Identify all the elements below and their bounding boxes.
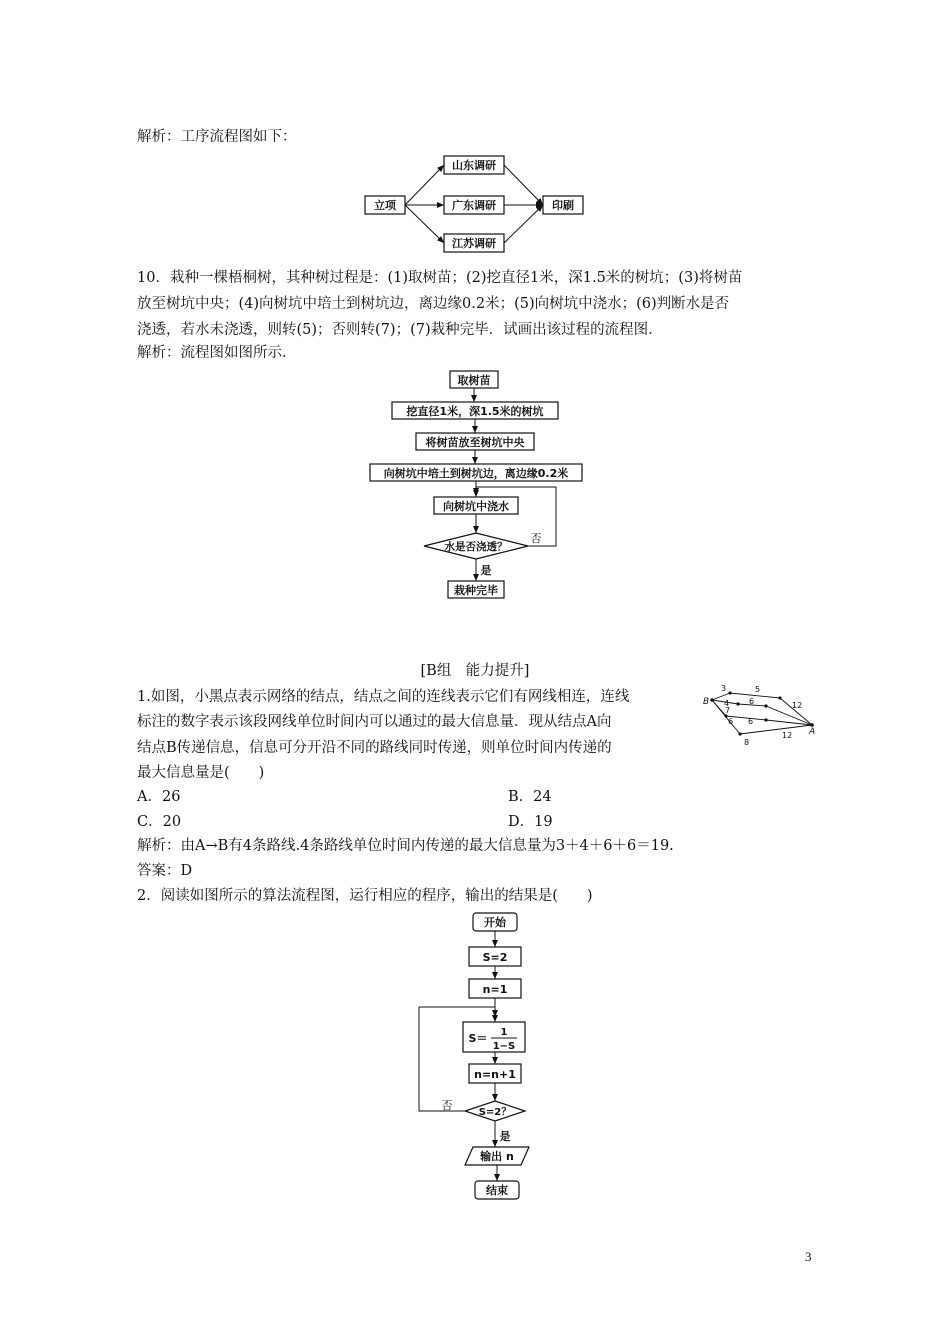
q9-arrow-from-branch-3: [504, 205, 543, 243]
q9-arrow-to-branch-1: [405, 165, 444, 205]
b1-line-2: 标注的数字表示该段网线单位时间内可以通过的最大信息量．现从结点A向: [137, 714, 612, 730]
network-node: [764, 718, 767, 721]
q10-line-2: 放至树坑中央；(4)向树坑中培土到树坑边，离边缘0.2米；(5)向树坑中浇水；(6)判断水是否: [137, 296, 730, 312]
b1-option-c: C．20: [137, 814, 182, 830]
b1-analysis: 解析：由A→B有4条路线.4条路线单位时间内传递的最大信息量为3＋4＋6＋6＝19.: [137, 838, 674, 854]
q10-step-3-label: 将树苗放至树坑中央: [425, 436, 525, 449]
b2-question: 2．阅读如图所示的算法流程图，运行相应的程序，输出的结果是( ): [137, 888, 593, 904]
network-node: [736, 702, 739, 705]
network-edge-label: 8: [744, 738, 750, 747]
b2-init-s-label: S=2: [482, 951, 508, 964]
network-edge-label: 6: [728, 717, 734, 726]
q10-step-1-label: 取树苗: [457, 374, 491, 387]
network-edge-label: 7: [725, 706, 731, 715]
q10-line-3: 浇透，若水未浇透，则转(5)；否则转(7)；(7)栽种完毕．试画出该过程的流程图．: [137, 322, 663, 338]
q9-analysis: 解析：工序流程图如下：: [137, 129, 297, 145]
b2-start-label: 开始: [484, 916, 506, 929]
network-edge-label: 5: [755, 685, 761, 694]
b1-option-a: A．26: [137, 789, 181, 805]
q9-flowchart: [360, 148, 590, 258]
section-title: [B组 能力提升]: [420, 663, 530, 679]
b2-inc-label: n=n+1: [474, 1068, 516, 1081]
q9-arrow-to-branch-3: [405, 205, 444, 243]
b1-line-3: 结点B传递信息，信息可分开沿不同的路线同时传递，则单位时间内传递的: [137, 740, 612, 756]
b1-option-d: D．19: [508, 814, 553, 830]
q9-arrow-from-branch-1: [504, 165, 543, 205]
network-edge-label: 3: [721, 684, 727, 693]
page-number: 3: [805, 1249, 812, 1264]
network-node: [728, 691, 731, 694]
network-edge-label: 12: [782, 731, 793, 740]
b2-output-label: 输出 n: [480, 1150, 514, 1163]
q10-step-5-label: 向树坑中浇水: [443, 500, 509, 513]
q10-no-label: 否: [530, 532, 542, 545]
b2-no-label: 否: [441, 1099, 453, 1112]
network-edge: [740, 725, 812, 734]
b1-line-4: 最大信息量是( ): [137, 765, 265, 781]
q9-branch-3-label: 江苏调研: [452, 237, 496, 250]
network-node: [710, 698, 714, 702]
q10-decision-label: 水是否浇透？: [444, 541, 508, 553]
q10-flowchart: [360, 365, 600, 605]
b1-answer: 答案：D: [137, 863, 193, 879]
network-edge-label: 6: [748, 717, 754, 726]
b1-line-1: 1.如图，小黑点表示网络的结点，结点之间的连线表示它们有网线相连，连线: [137, 689, 630, 705]
b2-assign-lhs: S＝: [468, 1032, 488, 1045]
network-edge-label: 12: [792, 701, 803, 710]
network-edge-label: 6: [749, 697, 755, 706]
q10-step-2-label: 挖直径1米，深1.5米的树坑: [406, 405, 544, 418]
q10-line-1: 10．栽种一棵梧桐树，其种树过程是：(1)取树苗；(2)挖直径1米，深1.5米的树坑；(3)将树苗: [137, 270, 743, 286]
q9-branch-1-label: 山东调研: [452, 159, 496, 172]
network-node: [764, 704, 767, 707]
network-node-b-label: B: [703, 697, 710, 707]
q10-analysis: 解析：流程图如图所示．: [137, 345, 297, 361]
q9-start-label: 立项: [374, 199, 396, 212]
b2-yes-label: 是: [499, 1130, 511, 1143]
q9-branch-2-label: 广东调研: [452, 199, 496, 212]
q10-step-4-label: 向树坑中培土到树坑边，离边缘0.2米: [383, 467, 569, 480]
b1-network-figure: [700, 682, 820, 748]
b2-flowchart: [405, 905, 555, 1205]
b2-frac-den: 1−S: [492, 1041, 516, 1052]
network-edge-label: 4: [724, 699, 730, 708]
b2-frac-num: 1: [500, 1027, 508, 1038]
network-node: [778, 696, 781, 699]
q9-end-label: 印刷: [552, 199, 574, 212]
network-node-a-label: A: [809, 727, 816, 737]
network-node: [738, 732, 741, 735]
q10-yes-label: 是: [480, 564, 492, 577]
b2-end-label: 结束: [486, 1184, 508, 1197]
b2-decision-label: S=2？: [478, 1107, 512, 1118]
b1-option-b: B．24: [508, 789, 552, 805]
b2-init-n-label: n=1: [482, 983, 508, 996]
q10-end-label: 栽种完毕: [454, 584, 498, 597]
